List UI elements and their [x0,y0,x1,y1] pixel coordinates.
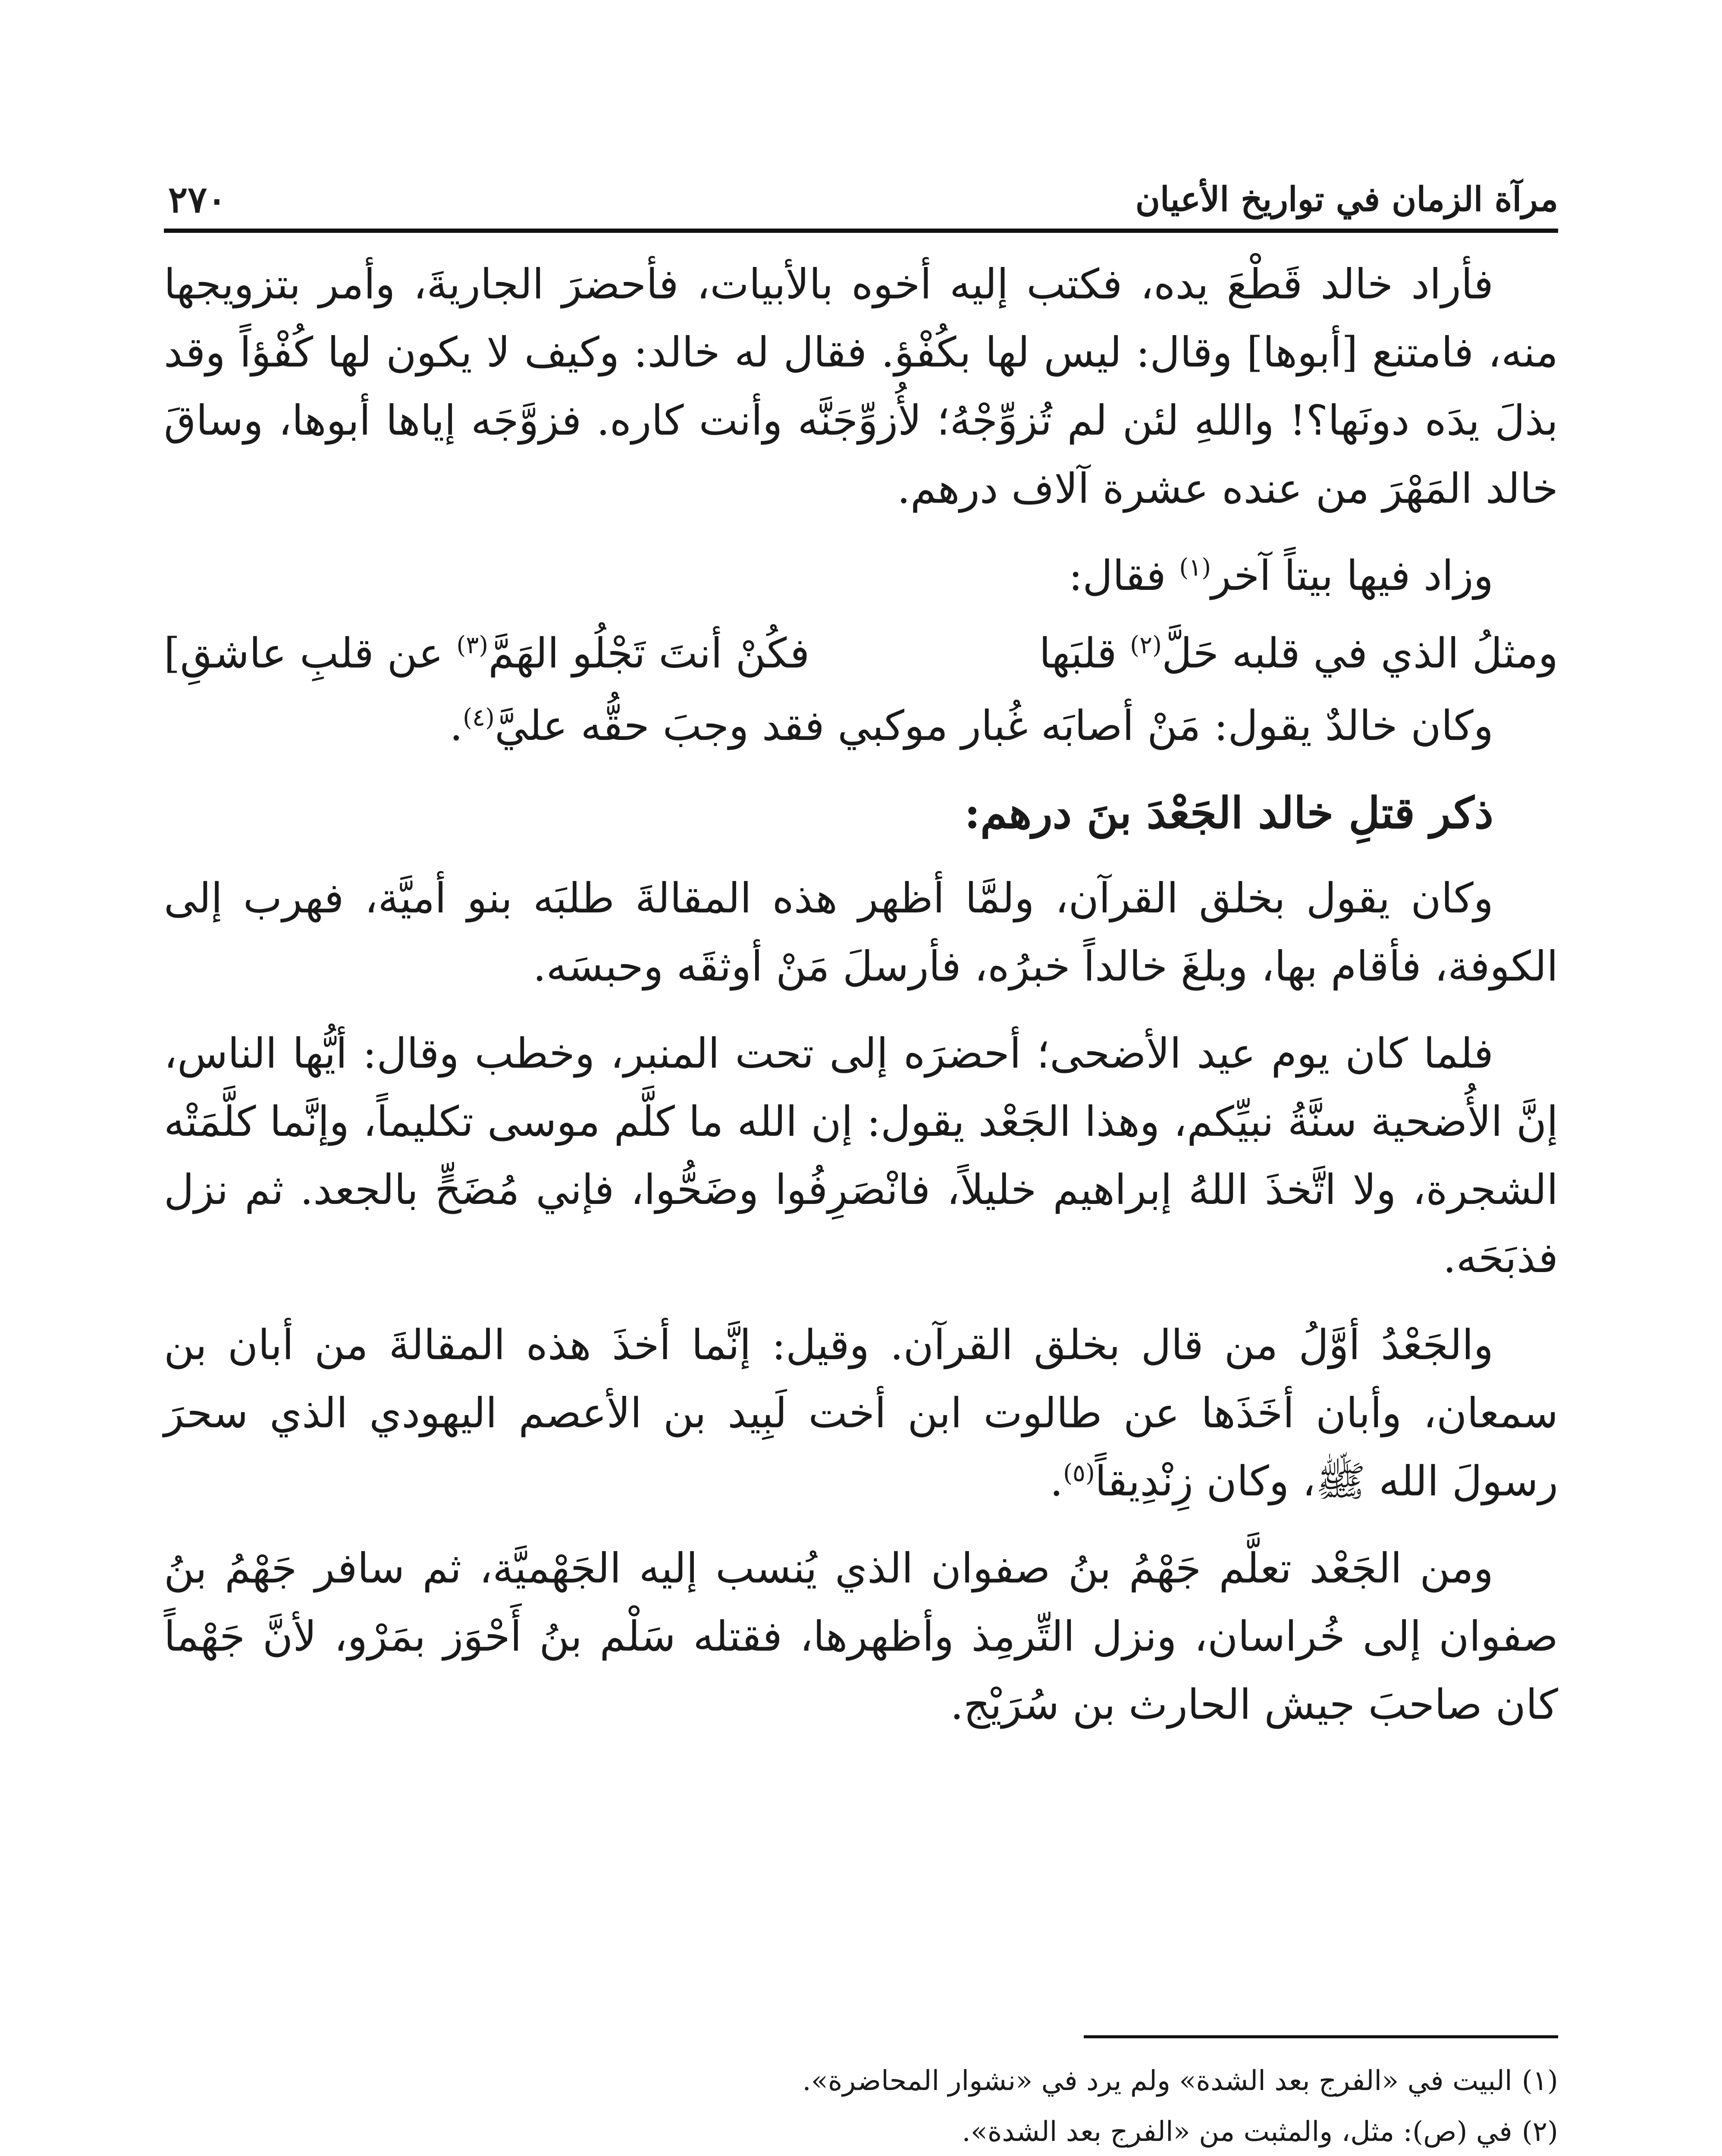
paragraph-jahm: ومن الجَعْد تعلَّم جَهْمُ بنُ صفوان الذي يُنسب إليه الجَهْميَّة، ثم سافر جَهْمُ بنُ صفوان إلى خُراسان، ونزل التِّرمِذ وأظهرها، فقتله سَلْم بنُ أَحْوَز بمَرْو، لأنَّ جَهْماً كان صاحبَ جيش الحارث بن سُرَيْج. [164,1544,1558,1729]
paragraph-creation-quran: وكان يقول بخلق القرآن، ولمَّا أظهر هذه المقالةَ طلبَه بنو أميَّة، فهرب إلى الكوفة، فأقام بها، وبلغَ خالداً خبرُه، فأرسلَ مَنْ أوثقَه وحبسَه. [164,874,1558,990]
running-title: مرآة الزمان في تواريخ الأعيان [1135,180,1558,219]
footnote-number: (١) [1521,2065,1558,2097]
page-number: ٢٧٠ [168,178,227,221]
added-verse-text: وزاد فيها بيتاً آخر [1211,552,1493,600]
footnote-1 [164,2057,1558,2105]
footnote-text: البيت في «الفرج بعد الشدة» ولم يرد في «نشوار المحاضرة». [802,2065,1512,2097]
first-to-say-tail: . [1050,1457,1063,1505]
footnote-2 [164,2108,1558,2156]
footnote-text: في (ص): مثل، والمثبت من «الفرج بعد الشدة». [962,2116,1512,2148]
khalid-saying-text: وكان خالدٌ يقول: مَنْ أصابَه غُبار موكبي فقد وجبَ حقُّه عليَّ [494,702,1493,750]
footnote-number: (٢) [1521,2116,1558,2148]
verse-second-text: فكُنْ أنتَ تَجْلُو الهَمَّ [488,629,810,677]
poem-verse [164,619,1558,687]
section-heading: ذكر قتلِ خالد الجَعْدَ بنَ درهم: [964,787,1493,838]
footnote-ref-3: (٣) [456,631,489,659]
paragraph-first-to-say [164,1311,1558,1515]
first-to-say-text: والجَعْدُ أوَّلُ من قال بخلق القرآن. وقيل: إنَّما أخذَ هذه المقالةَ من أبان بن سمعان، وأبان أخَذَها عن طالوت ابن أخت لَبِيد بن الأعصم اليهودي الذي سحرَ رسولَ الله ﷺ، وكان زِنْدِيقاً [164,1321,1558,1505]
verse-second-hemistich [164,619,809,687]
page-header [164,164,1558,233]
footnote-divider [1084,2035,1558,2038]
main-text [164,250,1558,1758]
footnote-ref-1: (١) [1179,554,1211,582]
added-verse-tail: فقال: [1068,552,1179,600]
verse-second-tail: عن قلبِ عاشقِ] [164,629,457,677]
khalid-saying-tail: . [449,702,463,750]
paragraph-marriage: فأراد خالد قَطْعَ يده، فكتب إليه أخوه بالأبيات، فأحضرَ الجاريةَ، وأمر بتزويجها منه، فامتنع [أبوها] وقال: ليس لها بكُفْؤ. فقال له خالد: وكيف لا يكون لها كُفْؤاً وقد بذلَ يدَه دونَها؟! واللهِ لئن لم تُزوِّجْهُ؛ لأُزوِّجَنَّه وأنت كاره. فزوَّجَه إياها أبوها، وساقَ خالد المَهْرَ من عنده عشرة آلاف درهم. [164,260,1558,513]
paragraph-added-verse [164,542,1558,610]
verse-first-hemistich [1039,619,1558,687]
paragraph-eid-sermon: فلما كان يوم عيد الأضحى؛ أحضرَه إلى تحت المنبر، وخطب وقال: أيُّها الناس، إنَّ الأُضحية سنَّةُ نبيِّكم، وهذا الجَعْد يقول: إن الله ما كلَّم موسى تكليماً، وإنَّما كلَّمَتْه الشجرة، ولا اتَّخذَ اللهُ إبراهيم خليلاً، فانْصَرِفُوا وضَحُّوا، فإني مُضَحٍّ بالجعد. ثم نزل فذبَحَه. [164,1029,1559,1282]
footnote-ref-4: (٤) [463,704,495,732]
footnote-ref-5: (٥) [1063,1459,1095,1487]
footnote-ref-2: (٢) [1130,631,1162,659]
verse-first-tail: قلبَها [1039,629,1130,677]
verse-first-text: ومثلُ الذي في قلبه حَلَّ [1161,629,1558,677]
paragraph-khalid-saying [164,692,1558,760]
footnotes-section [164,2057,1558,2156]
